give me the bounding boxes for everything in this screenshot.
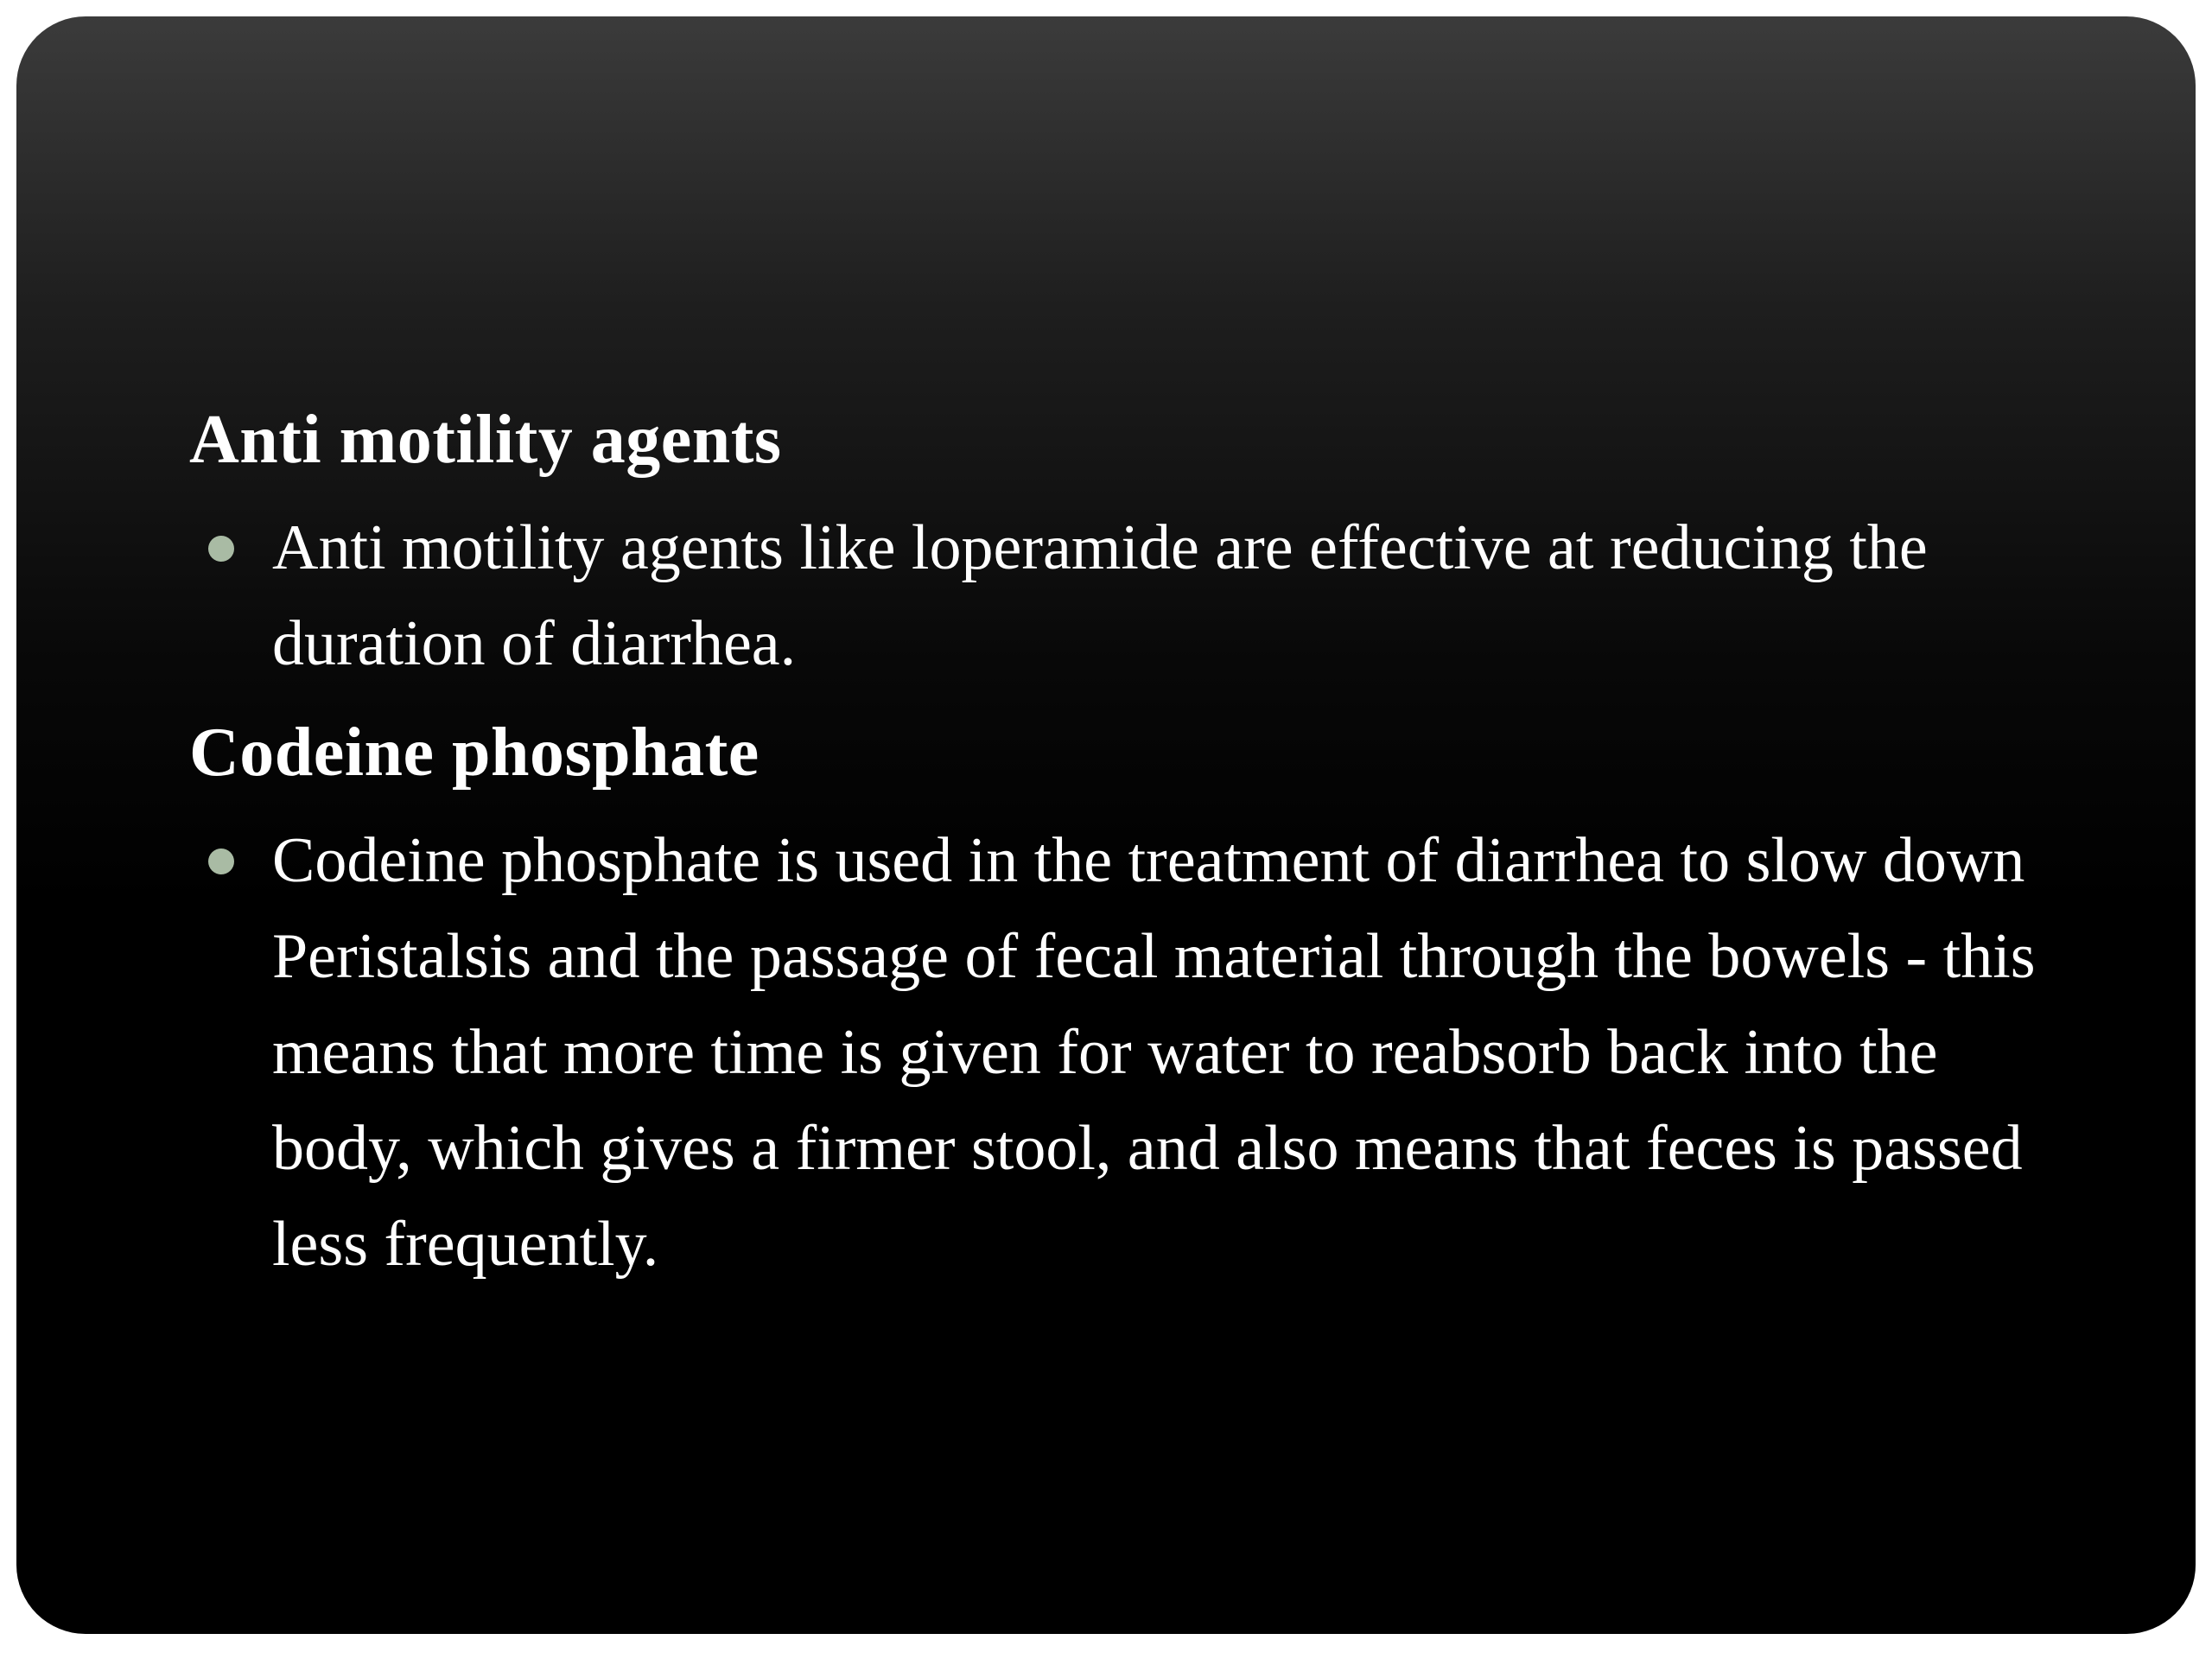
- section-heading-anti-motility: Anti motility agents: [189, 402, 782, 478]
- bullet-dot-icon: [208, 536, 234, 562]
- slide: [16, 16, 2196, 1634]
- bullet-item-anti-motility: [189, 500, 2038, 692]
- bullet-text-anti-motility: Anti motility agents like loperamide are effective at reducing the duration of diarrhea.: [272, 512, 1928, 679]
- section-heading-codeine: Codeine phosphate: [189, 715, 760, 791]
- bullet-dot-icon: [208, 849, 234, 874]
- bullet-item-codeine: [189, 813, 2038, 1293]
- slide-content: [189, 397, 2038, 1310]
- bullet-text-codeine: Codeine phosphate is used in the treatment of diarrhea to slow down Peristalsis and the passage of fecal material through the bowels - this means that more time is given for water to reabsorb back into the body, which gives a firmer stool, and also means that feces is passed less frequently.: [272, 825, 2036, 1280]
